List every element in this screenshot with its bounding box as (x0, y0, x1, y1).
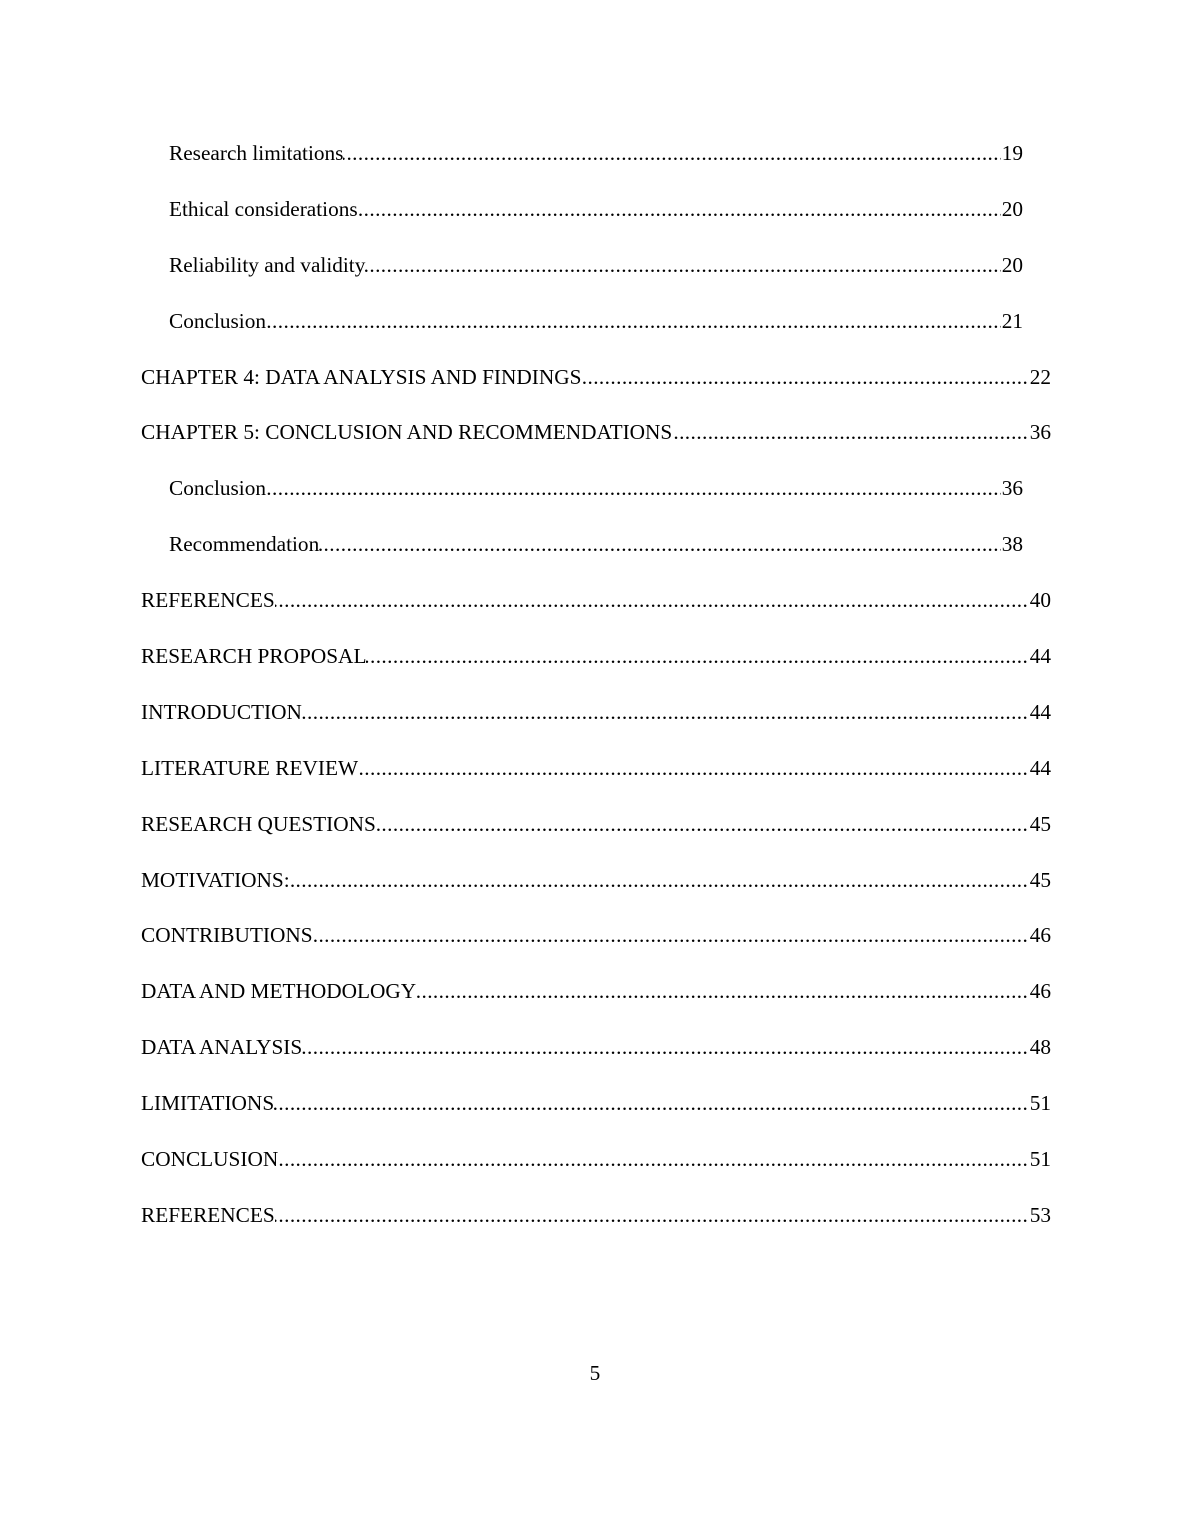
toc-entry-title: REFERENCES (141, 1202, 275, 1227)
toc-entry-page: 44 (1029, 685, 1051, 741)
toc-entry[interactable] (169, 461, 1023, 517)
toc-entry[interactable] (141, 853, 1051, 909)
toc-entry[interactable] (169, 294, 1023, 350)
toc-entry-page: 20 (1001, 182, 1023, 238)
toc-entry[interactable] (141, 1132, 1051, 1188)
toc-entry-title: CHAPTER 5: CONCLUSION AND RECOMMENDATIONS (141, 420, 673, 445)
toc-entry[interactable] (141, 964, 1051, 1020)
toc-dot-leader (141, 1076, 1051, 1132)
toc-entry[interactable] (169, 126, 1023, 182)
toc-dot-leader (141, 573, 1051, 629)
toc-entry-page: 20 (1001, 238, 1023, 294)
toc-entry-title: RESEARCH QUESTIONS (141, 811, 376, 836)
toc-entry-page: 38 (1001, 517, 1023, 573)
toc-entry[interactable] (141, 1020, 1051, 1076)
toc-entry-title: Conclusion (169, 308, 267, 333)
toc-entry-page: 45 (1029, 797, 1051, 853)
toc-entry-title: CHAPTER 4: DATA ANALYSIS AND FINDINGS (141, 364, 582, 389)
toc-entry-title: INTRODUCTION (141, 699, 302, 724)
toc-entry-title: MOTIVATIONS: (141, 867, 290, 892)
toc-entry-page: 51 (1029, 1132, 1051, 1188)
toc-dot-leader (141, 1188, 1051, 1244)
toc-entry[interactable] (141, 908, 1051, 964)
toc-entry-page: 53 (1029, 1188, 1051, 1244)
toc-entry-title: DATA ANALYSIS (141, 1035, 303, 1060)
toc-entry-title: CONTRIBUTIONS (141, 923, 313, 948)
toc-entry-title: LITERATURE REVIEW (141, 755, 359, 780)
toc-entry[interactable] (141, 350, 1051, 406)
toc-entry-title: RESEARCH PROPOSAL (141, 644, 367, 669)
toc-entry[interactable] (141, 685, 1051, 741)
toc-entry[interactable] (141, 573, 1051, 629)
toc-entry-page: 21 (1001, 294, 1023, 350)
toc-entry-title: Conclusion (169, 476, 267, 501)
toc-entry[interactable] (141, 797, 1051, 853)
toc-entry-page: 51 (1029, 1076, 1051, 1132)
page-number: 5 (589, 1361, 601, 1385)
toc-entry-page: 19 (1001, 126, 1023, 182)
toc-entry-page: 46 (1029, 908, 1051, 964)
toc-entry-title: Recommendation (169, 532, 320, 557)
toc-dot-leader (169, 294, 1023, 350)
toc-entry[interactable] (141, 741, 1051, 797)
toc-entry[interactable] (169, 238, 1023, 294)
toc-entry-title: DATA AND METHODOLOGY (141, 979, 417, 1004)
toc-entry-page: 48 (1029, 1020, 1051, 1076)
toc-entry-page: 46 (1029, 964, 1051, 1020)
toc-entry-title: CONCLUSION (141, 1147, 279, 1172)
toc-entry[interactable] (141, 629, 1051, 685)
toc-entry[interactable] (141, 1076, 1051, 1132)
toc-entry[interactable] (141, 405, 1051, 461)
toc-entry-page: 36 (1001, 461, 1023, 517)
toc-entry-title: Reliability and validity (169, 252, 366, 277)
toc-entry-title: LIMITATIONS (141, 1091, 275, 1116)
toc-entry-title: Research limitations (169, 141, 344, 165)
table-of-contents (0, 126, 1190, 1244)
toc-entry-page: 40 (1029, 573, 1051, 629)
toc-entry[interactable] (141, 1188, 1051, 1244)
toc-entry-title: Ethical considerations (169, 196, 358, 221)
toc-entry-page: 36 (1029, 405, 1051, 461)
toc-dot-leader (169, 461, 1023, 517)
toc-entry-page: 45 (1029, 853, 1051, 909)
toc-entry-page: 44 (1029, 741, 1051, 797)
toc-entry[interactable] (169, 182, 1023, 238)
toc-entry-title: REFERENCES (141, 588, 275, 613)
toc-entry-page: 44 (1029, 629, 1051, 685)
toc-entry-page: 22 (1029, 350, 1051, 406)
toc-entry[interactable] (169, 517, 1023, 573)
